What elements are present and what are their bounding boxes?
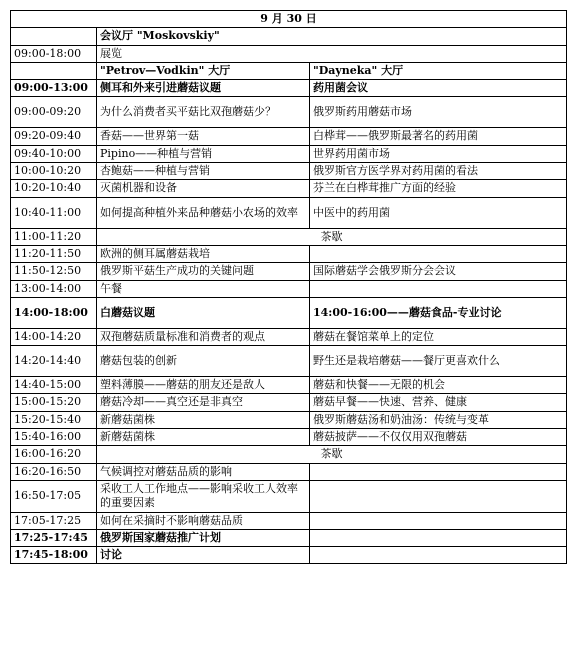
break-cell: 茶歇	[97, 228, 567, 245]
time-cell: 16:20-16:50	[11, 463, 97, 480]
empty-cell	[11, 62, 97, 79]
hall-a-session: 午餐	[97, 280, 310, 297]
schedule-row	[11, 512, 567, 529]
hall-b-session	[310, 280, 567, 297]
schedule-row	[11, 463, 567, 480]
hall-moskovskiy-row	[11, 28, 567, 45]
schedule-row	[11, 263, 567, 280]
hall-a-session: 俄罗斯国家蘑菇推广计划	[97, 529, 310, 546]
time-cell: 14:20-14:40	[11, 346, 97, 377]
schedule-row	[11, 446, 567, 463]
time-cell: 15:00-15:20	[11, 394, 97, 411]
time-cell: 10:20-10:40	[11, 180, 97, 197]
schedule-row	[11, 429, 567, 446]
expo-row	[11, 45, 567, 62]
hall-a-session: 蘑菇冷却——真空还是非真空	[97, 394, 310, 411]
schedule-row	[11, 80, 567, 97]
hall-a-session: 欧洲的侧耳属蘑菇栽培	[97, 245, 310, 262]
hall-b-session	[310, 547, 567, 564]
time-cell: 09:00-09:20	[11, 97, 97, 128]
hall-a-header: "Petrov—Vodkin" 大厅	[97, 62, 310, 79]
time-cell: 09:40-10:00	[11, 145, 97, 162]
hall-b-session	[310, 480, 567, 512]
hall-names-row	[11, 62, 567, 79]
hall-a-session: 采收工人工作地点——影响采收工人效率的重要因素	[97, 480, 310, 512]
hall-b-session: 俄罗斯药用蘑菇市场	[310, 97, 567, 128]
hall-b-header: "Dayneka" 大厅	[310, 62, 567, 79]
hall-b-session: 14:00-16:00——蘑菇食品-专业讨论	[310, 297, 567, 328]
hall-a-session: Pipino——种植与营销	[97, 145, 310, 162]
schedule-row	[11, 480, 567, 512]
hall-a-session: 杏鲍菇——种植与营销	[97, 163, 310, 180]
schedule-row	[11, 197, 567, 228]
hall-b-session: 药用菌会议	[310, 80, 567, 97]
schedule-row	[11, 128, 567, 145]
hall-b-session: 中医中的药用菌	[310, 197, 567, 228]
hall-b-session: 国际蘑菇学会俄罗斯分会会议	[310, 263, 567, 280]
schedule-row	[11, 297, 567, 328]
schedule-row	[11, 280, 567, 297]
hall-a-session: 为什么消费者买平菇比双孢蘑菇少？	[97, 97, 310, 128]
time-cell: 16:50-17:05	[11, 480, 97, 512]
date-header: 9 月 30 日	[11, 11, 567, 28]
hall-b-session	[310, 463, 567, 480]
schedule-row	[11, 328, 567, 345]
hall-b-session	[310, 512, 567, 529]
hall-b-session	[310, 529, 567, 546]
hall-b-session: 世界药用菌市场	[310, 145, 567, 162]
hall-moskovskiy-header: 会议厅 "Moskovskiy"	[97, 28, 567, 45]
schedule-row	[11, 228, 567, 245]
hall-b-session: 蘑菇披萨——不仅仅用双孢蘑菇	[310, 429, 567, 446]
hall-b-session	[310, 245, 567, 262]
time-cell: 14:00-18:00	[11, 297, 97, 328]
hall-a-session: 气候调控对蘑菇品质的影响	[97, 463, 310, 480]
schedule-row	[11, 547, 567, 564]
hall-b-session: 白桦茸——俄罗斯最著名的药用菌	[310, 128, 567, 145]
schedule-row	[11, 411, 567, 428]
time-cell: 11:50-12:50	[11, 263, 97, 280]
hall-b-session: 俄罗斯蘑菇汤和奶油汤：传统与变革	[310, 411, 567, 428]
schedule-row	[11, 529, 567, 546]
hall-a-session: 双孢蘑菇质量标准和消费者的观点	[97, 328, 310, 345]
time-cell: 17:05-17:25	[11, 512, 97, 529]
schedule-row	[11, 346, 567, 377]
time-cell: 15:20-15:40	[11, 411, 97, 428]
time-cell: 17:45-18:00	[11, 547, 97, 564]
empty-cell	[11, 28, 97, 45]
schedule-row	[11, 245, 567, 262]
hall-a-session: 侧耳和外来引进蘑菇议题	[97, 80, 310, 97]
hall-a-session: 新蘑菇菌株	[97, 429, 310, 446]
hall-b-session: 俄罗斯官方医学界对药用菌的看法	[310, 163, 567, 180]
time-cell: 09:20-09:40	[11, 128, 97, 145]
hall-b-session: 蘑菇早餐——快速、营养、健康	[310, 394, 567, 411]
hall-b-session: 芬兰在白桦茸推广方面的经验	[310, 180, 567, 197]
hall-a-session: 如何在采摘时不影响蘑菇品质	[97, 512, 310, 529]
date-row	[11, 11, 567, 28]
time-cell: 14:00-14:20	[11, 328, 97, 345]
schedule-row	[11, 97, 567, 128]
hall-a-session: 白蘑菇议题	[97, 297, 310, 328]
schedule-row	[11, 163, 567, 180]
time-cell: 13:00-14:00	[11, 280, 97, 297]
hall-b-session: 蘑菇和快餐——无限的机会	[310, 377, 567, 394]
time-cell: 10:00-10:20	[11, 163, 97, 180]
hall-a-session: 讨论	[97, 547, 310, 564]
time-cell: 09:00-18:00	[11, 45, 97, 62]
hall-a-session: 香菇——世界第一菇	[97, 128, 310, 145]
time-cell: 11:00-11:20	[11, 228, 97, 245]
expo-label: 展览	[97, 45, 567, 62]
time-cell: 11:20-11:50	[11, 245, 97, 262]
hall-a-session: 俄罗斯平菇生产成功的关键问题	[97, 263, 310, 280]
hall-b-session: 蘑菇在餐馆菜单上的定位	[310, 328, 567, 345]
time-cell: 09:00-13:00	[11, 80, 97, 97]
schedule-row	[11, 377, 567, 394]
schedule-row	[11, 145, 567, 162]
hall-b-session: 野生还是栽培蘑菇——餐厅更喜欢什么	[310, 346, 567, 377]
time-cell: 17:25-17:45	[11, 529, 97, 546]
schedule-row	[11, 394, 567, 411]
hall-a-session: 如何提高种植外来品种蘑菇小农场的效率	[97, 197, 310, 228]
schedule-row	[11, 180, 567, 197]
time-cell: 14:40-15:00	[11, 377, 97, 394]
time-cell: 15:40-16:00	[11, 429, 97, 446]
hall-a-session: 新蘑菇菌株	[97, 411, 310, 428]
hall-a-session: 塑料薄膜——蘑菇的朋友还是敌人	[97, 377, 310, 394]
time-cell: 10:40-11:00	[11, 197, 97, 228]
hall-a-session: 灭菌机器和设备	[97, 180, 310, 197]
conference-schedule-table	[10, 10, 567, 564]
time-cell: 16:00-16:20	[11, 446, 97, 463]
hall-a-session: 蘑菇包装的创新	[97, 346, 310, 377]
break-cell: 茶歇	[97, 446, 567, 463]
